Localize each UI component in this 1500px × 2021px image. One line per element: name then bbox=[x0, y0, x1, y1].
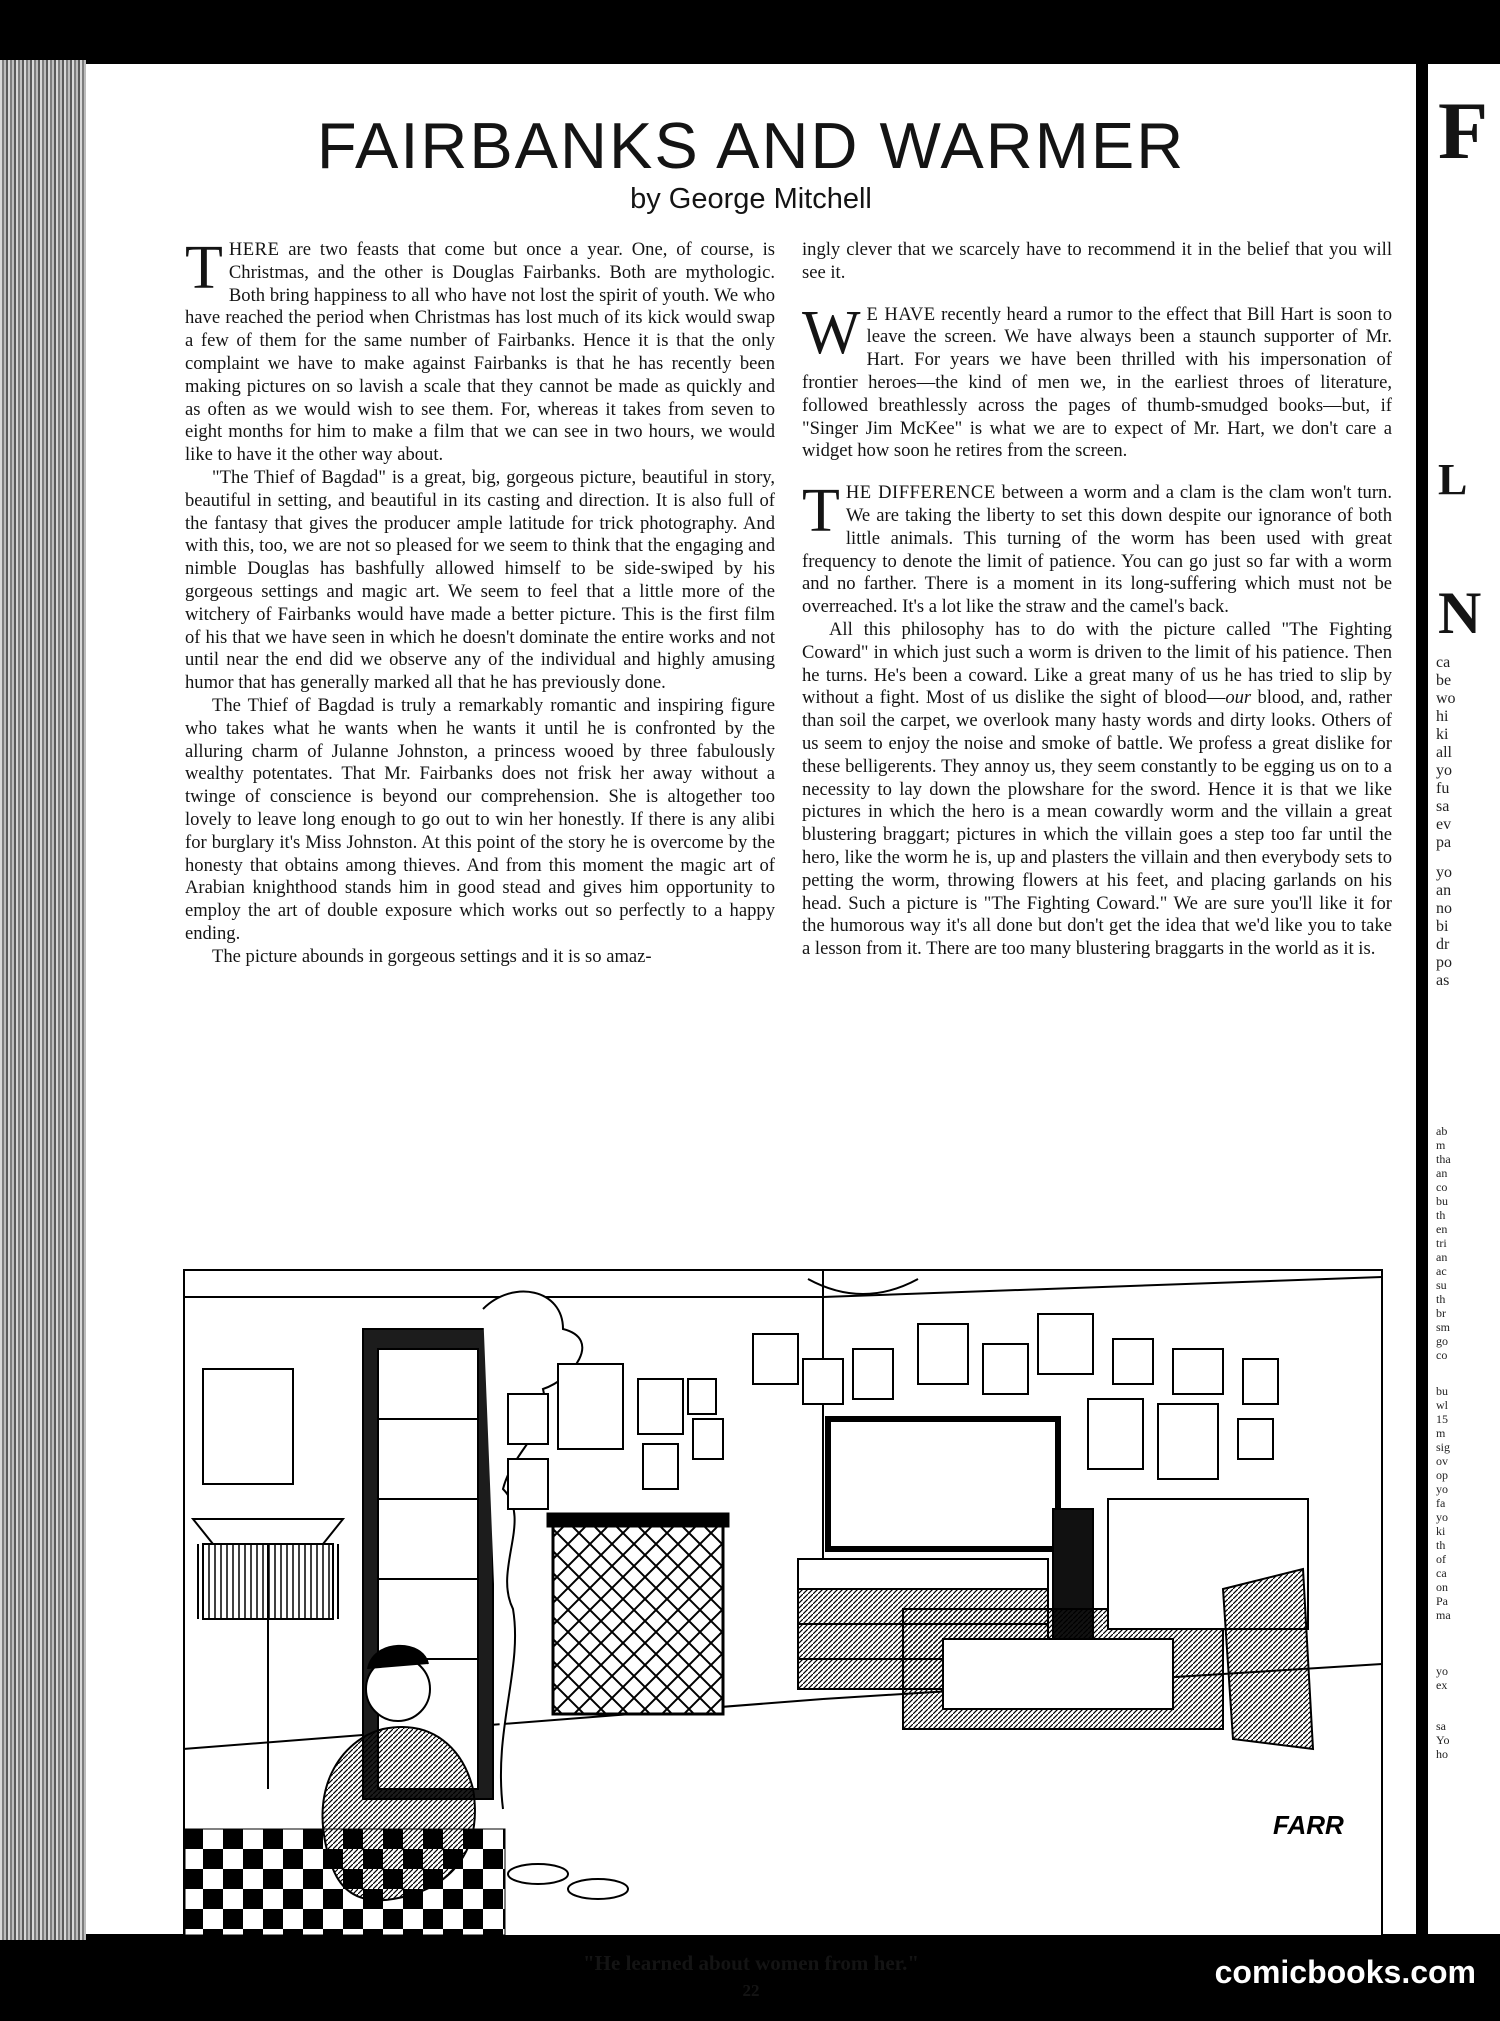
text-fragment: wo bbox=[1436, 690, 1456, 707]
text-fragment: sig bbox=[1436, 1440, 1451, 1454]
drop-cap: W bbox=[802, 298, 861, 367]
artist-signature: FARR bbox=[1273, 1810, 1344, 1840]
small-caps-lead: HE DIFFERENCE bbox=[845, 482, 996, 504]
right-text-column bbox=[802, 239, 1392, 1244]
paragraph bbox=[185, 239, 775, 467]
paragraph: ingly clever that we scarcely have to recommend it in the belief that you will see it. bbox=[802, 239, 1392, 283]
cartoon-illustration bbox=[183, 1269, 1383, 1937]
text-fragment: ki bbox=[1436, 726, 1449, 743]
text-fragment: br bbox=[1436, 1306, 1446, 1320]
text-fragment: ev bbox=[1436, 816, 1452, 833]
text-fragment: ex bbox=[1436, 1678, 1448, 1692]
mirror-drawing bbox=[828, 1419, 1058, 1549]
partial-letter: F bbox=[1438, 85, 1489, 176]
book-binding-edge bbox=[0, 60, 86, 1940]
text-fragment: ho bbox=[1436, 1747, 1448, 1761]
text-fragment: no bbox=[1436, 900, 1452, 917]
text-fragments bbox=[1436, 654, 1456, 852]
text-fragments bbox=[1436, 1384, 1451, 1622]
italic-word: our bbox=[1225, 687, 1252, 709]
paragraph: The Thief of Bagdad is truly a remarkably romantic and inspiring figure who takes what he wants when he wants it until he is confronted by the alluring charm of Julanne Johnston, a princess wooed by three fabulously wealthy potentates. That Mr. Fairbanks does not frisk her away without a twinge of conscience is beyond our comprehension. She is altogether too lovely to leave long enough to go out to win her honestly. If there is any alibi for burglary it's Miss Johnston. At this point of the story he is overcome by the honesty that obtains among thieves. And from this moment the magic art of Arabian knighthood stands him in good stead and gives him opportunity to employ the art of double exposure which works out so perfectly to a happy ending. bbox=[185, 694, 775, 944]
text-fragment: on bbox=[1436, 1580, 1448, 1594]
text-fragment: of bbox=[1436, 1552, 1446, 1566]
text-fragment: po bbox=[1436, 954, 1452, 971]
paragraph: "The Thief of Bagdad" is a great, big, gorgeous picture, beautiful in story, beautiful in setting, and beautiful in its casting and direction. It is also full of the fantasy that gives the producer ample latitude for trick photography. And with this, too, we are not so pleased for we seem to think that the engaging and nimble Douglas has bashfully allowed himself to be side-swiped by his gorgeous settings and magic art. We seem to feel that a little more of the witchery of Fairbanks would have made a better picture. This is the first film of his that we have seen in which he doesn't dominate the entire works and not until near the end did we observe any of the individual and highly amusing humor that has generally marked all that he has previously done. bbox=[185, 466, 775, 694]
paragraph bbox=[802, 477, 1392, 619]
lattice-cabinet-drawing bbox=[548, 1514, 728, 1714]
article-title: FAIRBANKS AND WARMER bbox=[316, 109, 1186, 182]
paragraph-text: All this philosophy has to do with the picture called "The Fighting Coward" in which just such a worm is driven to the limit of his patience. Then he turns. He's been a coward. Like a great many of us he has tried to slip by without a fight. Most of us dislike the sight of blood— bbox=[802, 618, 1392, 709]
page-number: 22 bbox=[742, 1981, 760, 2000]
text-fragment: fa bbox=[1436, 1496, 1446, 1510]
text-fragment: tha bbox=[1436, 1152, 1451, 1166]
partial-letter: L bbox=[1438, 455, 1468, 504]
text-fragment: co bbox=[1436, 1180, 1448, 1194]
text-fragment: th bbox=[1436, 1292, 1446, 1306]
text-fragment: dr bbox=[1436, 936, 1450, 953]
small-caps-lead: E HAVE bbox=[866, 303, 936, 325]
text-fragment: m bbox=[1436, 1138, 1446, 1152]
text-fragments bbox=[1436, 1719, 1449, 1761]
text-fragment: wl bbox=[1436, 1398, 1448, 1412]
text-fragment: yo bbox=[1436, 864, 1452, 881]
text-fragment: bu bbox=[1436, 1194, 1448, 1208]
left-text-column bbox=[185, 239, 775, 1244]
text-fragment: ca bbox=[1436, 1566, 1447, 1580]
article-byline: by George Mitchell bbox=[630, 183, 872, 215]
text-fragment: Yo bbox=[1436, 1733, 1450, 1747]
text-fragment: yo bbox=[1436, 1482, 1448, 1496]
paragraph-text: are two feasts that come but once a year. One, of course, is Christmas, and the other is Douglas Fairbanks. Both are mythologic. Both bring happiness to all who have not lost the spirit of youth. We who have reached the period when Christmas has lost much of its kick would swap a few of them for the same number of Fairbanks. Hence it is that the only complaint we have to make against Fairbanks is that he has recently been making pictures on so lavish a scale that they cannot be made as quickly and as often as we would wish to see them. For, whereas it takes from seven to eight months for him to make a film that we can see in two hours, we would like to have it the other way about. bbox=[185, 239, 775, 466]
text-fragment: en bbox=[1436, 1222, 1448, 1236]
text-fragment: yo bbox=[1436, 762, 1452, 779]
text-fragment: sa bbox=[1436, 798, 1450, 815]
text-fragment: an bbox=[1436, 1166, 1448, 1180]
text-fragment: ki bbox=[1436, 1524, 1446, 1538]
text-fragment: hi bbox=[1436, 708, 1449, 725]
text-fragment: tri bbox=[1436, 1236, 1447, 1250]
paragraph bbox=[802, 298, 1392, 464]
text-fragment: an bbox=[1436, 882, 1452, 899]
text-fragments bbox=[1436, 1664, 1448, 1692]
text-fragment: ac bbox=[1436, 1264, 1447, 1278]
text-fragment: bu bbox=[1436, 1384, 1448, 1398]
text-fragment: bi bbox=[1436, 918, 1449, 935]
text-fragment: su bbox=[1436, 1278, 1447, 1292]
illustration-caption: "He learned about women from her." bbox=[583, 1951, 919, 1975]
text-fragment: an bbox=[1436, 1250, 1448, 1264]
text-fragment: th bbox=[1436, 1538, 1446, 1552]
text-fragment: ab bbox=[1436, 1124, 1448, 1138]
text-fragments bbox=[1436, 1124, 1451, 1362]
paragraph-text: between a worm and a clam is the clam won't turn. We are taking the liberty to set this down despite our ignorance of both little animals. This turning of the worm has been used with great frequency to denote the limit of patience. You can go just so far with a worm and no farther. There is a moment in its long-suffering which must not be overreached. It's a lot like the straw and the camel's back. bbox=[802, 482, 1392, 618]
text-fragment: pa bbox=[1436, 834, 1452, 851]
paragraph-text: recently heard a rumor to the effect that Bill Hart is soon to leave the screen. We have always been a staunch supporter of Mr. Hart. For years we have been thrilled with his impersonation of frontier heroes—the kind of men we, in the earliest throes of literature, followed breathlessly across the pages of thumb-smudged books—but, if "Singer Jim McKee" is what we are to expect of Mr. Hart, we don't care a widget how soon he retires from the screen. bbox=[802, 303, 1392, 462]
paragraph: The picture abounds in gorgeous settings and it is so amaz- bbox=[212, 945, 652, 967]
text-fragment: op bbox=[1436, 1468, 1448, 1482]
adjacent-page-edge bbox=[1428, 64, 1500, 1934]
text-fragments bbox=[1436, 864, 1452, 990]
text-fragment: Pa bbox=[1436, 1594, 1448, 1608]
small-caps-lead: HERE bbox=[228, 239, 280, 260]
text-fragment: yo bbox=[1436, 1664, 1448, 1678]
drop-cap: T bbox=[185, 239, 223, 302]
text-fragment: as bbox=[1436, 972, 1450, 989]
text-fragment: ma bbox=[1436, 1608, 1451, 1622]
text-fragment: ov bbox=[1436, 1454, 1448, 1468]
text-fragment: co bbox=[1436, 1348, 1448, 1362]
text-fragment: fu bbox=[1436, 780, 1450, 797]
text-fragment: 15 bbox=[1436, 1412, 1448, 1426]
text-fragment: sa bbox=[1436, 1719, 1446, 1733]
text-fragment: be bbox=[1436, 672, 1452, 689]
text-fragment: m bbox=[1436, 1426, 1446, 1440]
text-fragment: all bbox=[1436, 744, 1452, 761]
text-fragment: go bbox=[1436, 1334, 1448, 1348]
site-watermark: comicbooks.com bbox=[1214, 1954, 1476, 1990]
text-fragment: sm bbox=[1436, 1320, 1451, 1334]
text-fragment: yo bbox=[1436, 1510, 1448, 1524]
drop-cap: T bbox=[802, 477, 840, 546]
paragraph bbox=[802, 619, 1392, 961]
text-fragment: th bbox=[1436, 1208, 1446, 1222]
partial-letter: N bbox=[1438, 580, 1482, 646]
text-fragment: ca bbox=[1436, 654, 1451, 671]
paragraph-text: blood, and, rather than soil the carpet, we overlook many hasty words and dirty looks. Others of us seem to enjoy the noise and smoke of battle. We profess a great dislike for these belligerents. They annoy us, they seem constantly to be egging us on to a necessity to lay down the plowshare for the sword. Hence it is that we like pictures in which the hero is a mean cowardly worm and the villain a great blustering braggart; pictures in which the villain goes a step too far until the hero, like the worm he is, up and plasters the villain and then everybody sets to petting the worm, throwing flowers at his feet, and placing garlands on his head. Such a picture is "The Fighting Coward." We are sure you'll like it for the humorous way it's all done but don't get the idea that we'd like you to take a lesson from it. There are too many blustering braggarts in the world as it is. bbox=[802, 687, 1392, 960]
